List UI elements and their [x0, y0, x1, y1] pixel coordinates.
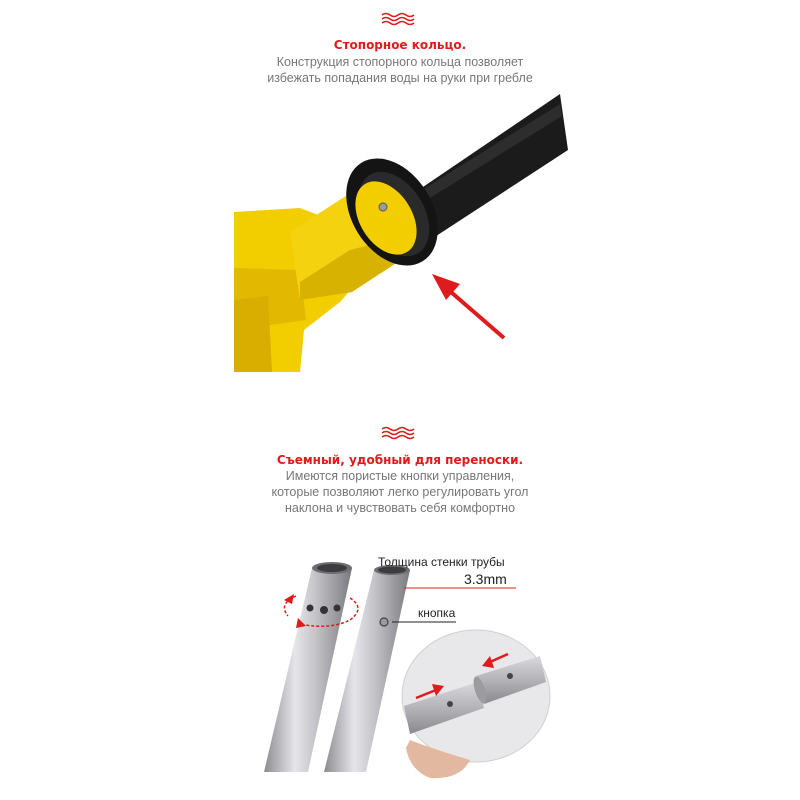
button-label: кнопка [418, 606, 456, 620]
description-line: которые позволяют легко регулировать угол [271, 485, 529, 499]
button-pin [379, 203, 387, 211]
section-heading: Стопорное кольцо. [333, 38, 467, 52]
description-line: избежать попадания воды на руки при гребле [267, 71, 533, 85]
red-arrow-icon [432, 274, 504, 338]
description-line: Имеются пористые кнопки управления, [285, 469, 515, 483]
description-line: Конструкция стопорного кольца позволяет [276, 55, 524, 69]
tube-connection-photo [0, 400, 800, 800]
description-line: наклона и чувствовать себя комфортно [284, 501, 516, 515]
inset-connection-photo [402, 630, 550, 778]
wall-thickness-value: 3.3mm [464, 571, 507, 587]
section-heading: Съемный, удобный для переноски. [276, 453, 524, 467]
wall-thickness-label: Толщина стенки трубы [378, 555, 505, 569]
section-removable [0, 400, 800, 800]
